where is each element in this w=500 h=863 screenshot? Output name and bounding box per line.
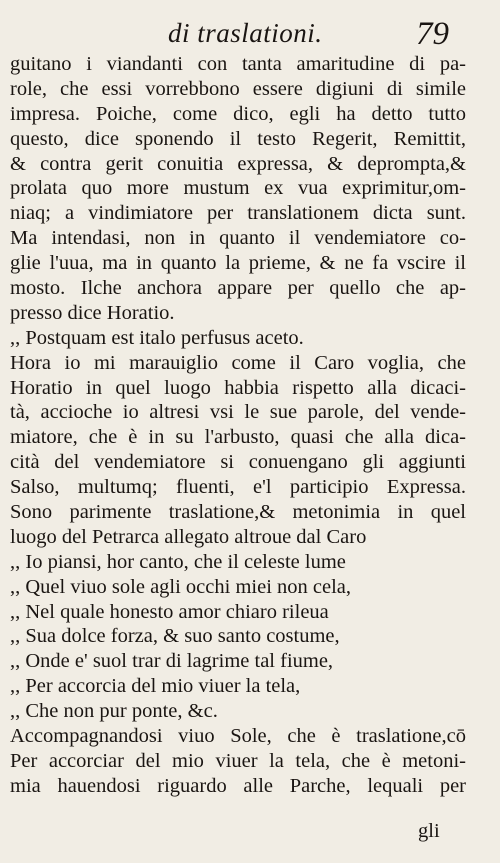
text-line: tà, accioche io altresi vsi le sue parole, del vende- xyxy=(10,401,466,424)
text-line: mosto. Ilche anchora appare per quello che ap- xyxy=(10,277,466,300)
text-line: miatore, che è in su l'arbusto, quasi che alla dica- xyxy=(10,426,466,449)
page-number: 79 xyxy=(416,16,449,52)
catchword: gli xyxy=(418,820,440,842)
text-line: Per accorciar del mio viuer la tela, che è metoni- xyxy=(10,749,466,772)
text-line: questo, dice sponendo il testo Regerit, Remittit, xyxy=(10,127,466,150)
text-line: presso dice Horatio. xyxy=(10,301,175,324)
text-line: cità del vendemiatore si conuengano gli aggiunti xyxy=(10,451,466,474)
quoted-verse-line: ,, Onde e' suol trar di lagrime tal fiume, xyxy=(10,650,334,673)
text-line: glie l'uua, ma in quanto la prieme, & ne fa vscire il xyxy=(10,252,466,275)
quoted-verse-line: ,, Per accorcia del mio viuer la tela, xyxy=(10,675,301,698)
text-line: niaq; a vindimiatore per translationem dicta sunt. xyxy=(10,202,466,225)
text-line: Accompagnandosi viuo Sole, che è traslatione,cō xyxy=(10,725,466,748)
text-line: luogo del Petrarca allegato altroue dal Caro xyxy=(10,525,367,548)
text-line: impresa. Poiche, come dico, egli ha detto tutto xyxy=(10,102,466,125)
quoted-verse-line: ,, Sua dolce forza, & suo santo costume, xyxy=(10,625,340,648)
text-line: guitano i viandanti con tanta amaritudine di pa- xyxy=(10,53,466,75)
quoted-verse-line: ,, Quel viuo sole agli occhi miei non cela, xyxy=(10,575,352,598)
text-line: role, che essi vorrebbono essere digiuni di simile xyxy=(10,77,466,100)
text-line: Hora io mi marauiglio come il Caro voglia, che xyxy=(10,351,466,374)
text-line: Horatio in quel luogo habbia rispetto alla dicaci- xyxy=(10,376,466,399)
text-line: mia hauendosi riguardo alle Parche, lequali per xyxy=(10,774,466,797)
page-header xyxy=(0,18,500,52)
quoted-verse-line: ,, Che non pur ponte, &c. xyxy=(10,700,218,723)
text-line: & contra gerit conuitia expressa, & deprompta,& xyxy=(10,152,466,175)
text-line: Sono parimente traslatione,& metonimia in quel xyxy=(10,501,466,524)
text-line: Ma intendasi, non in quanto il vendemiatore co- xyxy=(10,227,466,250)
text-line: prolata quo more mustum ex vua exprimitur,om- xyxy=(10,177,466,200)
running-title: di traslationi. xyxy=(168,18,323,48)
quoted-verse-line: ,, Postquam est italo perfusus aceto. xyxy=(10,326,304,349)
text-line: Salso, multumq; fluenti, e'l participio Expressa. xyxy=(10,476,466,499)
quoted-verse-line: ,, Nel quale honesto amor chiaro rileua xyxy=(10,600,329,623)
quoted-verse-line: ,, Io piansi, hor canto, che il celeste lume xyxy=(10,550,346,573)
body-text xyxy=(10,52,466,799)
